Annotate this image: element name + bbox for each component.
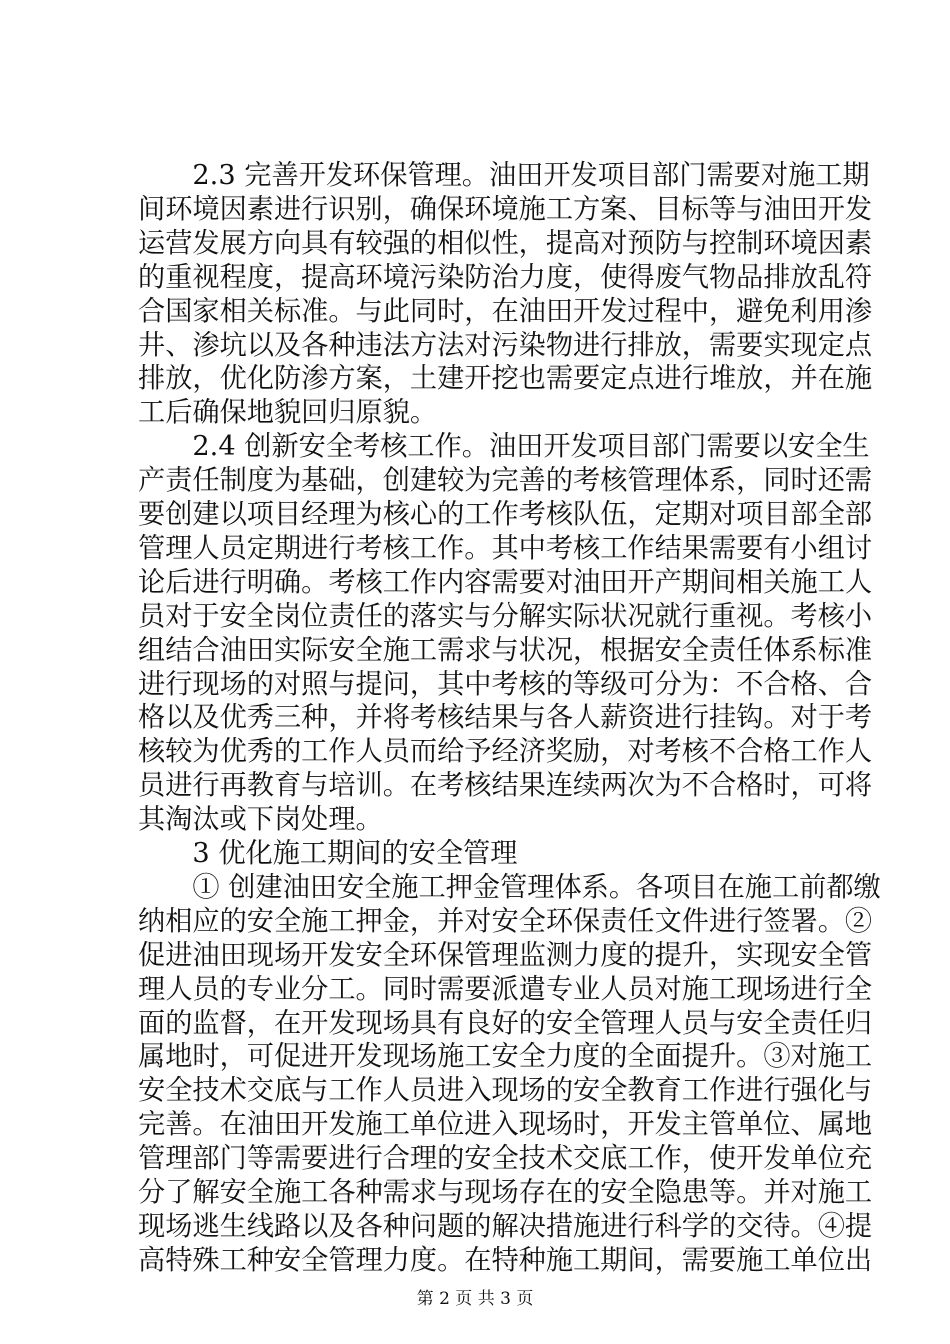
text-line: 井、渗坑以及各种违法方法对污染物进行排放，需要实现定点 [138, 329, 873, 361]
text-line: 2.3 完善开发环保管理。油田开发项目部门需要对施工期 [138, 160, 870, 191]
text-line: 理人员的专业分工。同时需要派遣专业人员对施工现场进行全 [138, 973, 873, 1005]
text-line: 格以及优秀三种，并将考核结果与各人薪资进行挂钩。对于考 [138, 702, 873, 734]
text-line: 运营发展方向具有较强的相似性，提高对预防与控制环境因素 [138, 227, 873, 259]
text-line: 管理人员定期进行考核工作。其中考核工作结果需要有小组讨 [138, 532, 873, 564]
text-line: 分了解安全施工各种需求与现场存在的安全隐患等。并对施工 [138, 1177, 873, 1208]
text-line: 员进行再教育与培训。在考核结果连续两次为不合格时，可将 [138, 770, 873, 802]
section-heading: 3 优化施工期间的安全管理 [138, 838, 518, 869]
text-line: 促进油田现场开发安全环保管理监测力度的提升，实现安全管 [138, 939, 873, 971]
text-line: 要创建以项目经理为核心的工作考核队伍，定期对项目部全部 [138, 499, 873, 530]
text-line: 论后进行明确。考核工作内容需要对油田开产期间相关施工人 [138, 566, 873, 598]
text-line: 排放，优化防渗方案，土建开挖也需要定点进行堆放，并在施 [138, 363, 873, 395]
text-line: 间环境因素进行识别，确保环境施工方案、目标等与油田开发 [138, 193, 873, 225]
text-line: 其淘汰或下岗处理。 [138, 804, 383, 836]
text-line: 高特殊工种安全管理力度。在特种施工期间，需要施工单位出 [138, 1244, 873, 1276]
text-line: 纳相应的安全施工押金，并对安全环保责任文件进行签署。② [138, 905, 873, 937]
text-line: 完善。在油田开发施工单位进入现场时，开发主管单位、属地 [138, 1109, 873, 1141]
text-line: 组结合油田实际安全施工需求与状况，根据安全责任体系标准 [138, 634, 873, 666]
page-footer: 第 2 页 共 3 页 [416, 1288, 534, 1309]
text-line: 管理部门等需要进行合理的安全技术交底工作，使开发单位充 [138, 1143, 873, 1175]
text-line: ① 创建油田安全施工押金管理体系。各项目在施工前都缴 [138, 871, 881, 903]
text-line: 合国家相关标准。与此同时，在油田开发过程中，避免利用渗 [138, 295, 873, 327]
text-line: 核较为优秀的工作人员而给予经济奖励，对考核不合格工作人 [138, 736, 873, 768]
text-line: 的重视程度，提高环境污染防治力度，使得废气物品排放乱符 [138, 261, 873, 293]
text-line: 产责任制度为基础，创建较为完善的考核管理体系，同时还需 [138, 465, 873, 497]
text-line: 工后确保地貌回归原貌。 [138, 397, 438, 429]
text-line: 2.4 创新安全考核工作。油田开发项目部门需要以安全生 [138, 431, 870, 463]
text-line: 安全技术交底与工作人员进入现场的安全教育工作进行强化与 [138, 1075, 873, 1107]
text-line: 现场逃生线路以及各种问题的解决措施进行科学的交待。④提 [138, 1210, 873, 1242]
text-line: 员对于安全岗位责任的落实与分解实际状况就行重视。考核小 [138, 600, 873, 632]
text-line: 属地时，可促进开发现场施工安全力度的全面提升。③对施工 [138, 1041, 873, 1073]
text-line: 进行现场的对照与提问，其中考核的等级可分为：不合格、合 [138, 668, 873, 700]
text-line: 面的监督，在开发现场具有良好的安全管理人员与安全责任归 [138, 1007, 873, 1039]
